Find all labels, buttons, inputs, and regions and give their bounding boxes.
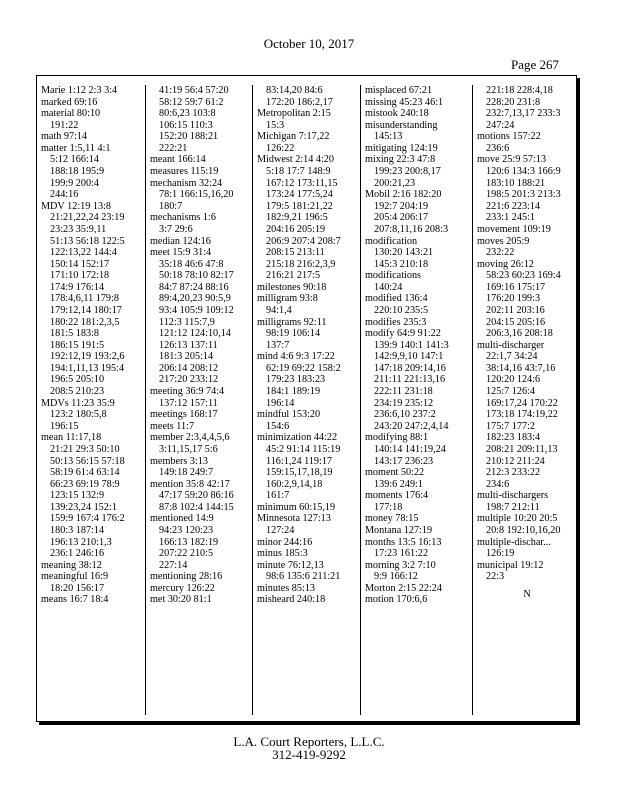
index-entry-line: 87:8 102:4 144:15 [159, 501, 234, 513]
index-entry-line: minimization 44:22 [257, 432, 338, 444]
index-entry-line: motion 170:6,6 [365, 594, 428, 606]
index-entry-line: 3:11,15,17 5:6 [159, 443, 218, 455]
index-entry-line: 139:9 140:1 141:3 [374, 339, 449, 351]
index-entry-line: 174:9 176:14 [50, 281, 105, 293]
index-entry-line: 233:1 245:1 [486, 212, 535, 224]
index-entry-line: Midwest 2:14 4:20 [257, 154, 334, 166]
index-entry-line: multiple 10:20 20:5 [477, 513, 558, 525]
index-entry-line: 142:9,9,10 147:1 [374, 351, 444, 363]
index-entry-line: 227:14 [159, 559, 188, 571]
index-entry-line: 178:4,6,11 179:8 [50, 293, 119, 305]
index-entry-line: 50:13 56:15 57:18 [50, 455, 125, 467]
index-entry-line: modified 136:4 [365, 293, 428, 305]
index-column-4 [360, 85, 469, 715]
index-entry-line: 222:11 231:18 [374, 386, 433, 398]
index-entry-line: 222:21 [159, 142, 188, 154]
index-entry-line: 243:20 247:2,4,14 [374, 420, 449, 432]
index-entry-line: Montana 127:19 [365, 524, 433, 536]
index-entry-line: 145:3 210:18 [374, 258, 429, 270]
index-entry-line: 221:6 223:14 [486, 200, 541, 212]
header-date: October 10, 2017 [263, 36, 355, 51]
index-entry-line: motions 157:22 [477, 131, 541, 143]
index-entry-line: 191:22 [50, 119, 79, 131]
index-entry-line: minimum 60:15,19 [257, 501, 336, 513]
index-entry-line: 35:18 46:6 47:8 [159, 258, 224, 270]
index-entry-line: 125:7 126:4 [486, 386, 535, 398]
index-entry-line: 120:6 134:3 166:9 [486, 166, 561, 178]
index-entry-line: misheard 240:18 [257, 594, 326, 606]
index-entry-line: 220:10 235:5 [374, 304, 429, 316]
index-entry-line: 236:6 [486, 142, 510, 154]
index-entry-line: mind 4:6 9:3 17:22 [257, 351, 335, 363]
index-entry-line: 221:18 228:4,18 [486, 85, 553, 96]
index-entry-line: 216:21 217:5 [266, 270, 321, 282]
index-entry-line: matter 1:5,11 4:1 [41, 142, 111, 154]
index-entry-line: 145:13 [374, 131, 403, 143]
index-entry-line: mechanisms 1:6 [150, 212, 216, 224]
index-entry-line: 180:3 187:14 [50, 524, 105, 536]
index-entry-line: 215:18 216:2,3,9 [266, 258, 336, 270]
index-entry-line: moments 176:4 [365, 490, 429, 502]
footer-phone: 312-419-9292 [272, 747, 346, 762]
index-entry-line: 160:2,9,14,18 [266, 478, 323, 490]
index-entry-line: Michigan 7:17,22 [257, 131, 330, 143]
index-entry-line: minus 185:3 [257, 548, 308, 560]
index-entry-line: 106:15 110:3 [159, 119, 213, 131]
index-entry-line: 21:21 29:3 50:10 [50, 443, 120, 455]
index-entry-line: 38:14,16 43:7,16 [486, 362, 556, 374]
page-number: Page 267 [511, 57, 560, 72]
index-entry-line: 204:16 205:19 [266, 223, 326, 235]
index-entry-line: 179:23 183:23 [266, 374, 326, 386]
index-entry-line: 206:14 208:12 [159, 362, 219, 374]
index-entry-line: missing 45:23 46:1 [365, 96, 444, 108]
index-entry-line: 180:22 181:2,3,5 [50, 316, 120, 328]
index-entry-line: minute 76:12,13 [257, 559, 324, 571]
index-entry-line: 208:21 209:11,13 [486, 443, 558, 455]
index-entry-line: 186:15 191:5 [50, 339, 105, 351]
index-entry-line: minutes 85:13 [257, 582, 316, 594]
index-entry-line: 179:5 181:21,22 [266, 200, 333, 212]
index-entry-line: 236:1 246:16 [50, 548, 105, 560]
index-entry-line: 169:16 175:17 [486, 281, 546, 293]
index-entry-line: 173:18 174:19,22 [486, 409, 558, 421]
index-entry-line: 179:12,14 180:17 [50, 304, 122, 316]
index-entry-line: 173:24 177:5,24 [266, 189, 333, 201]
index-entry-line: 207:22 210:5 [159, 548, 214, 560]
index-entry-line: 22:3 [486, 571, 505, 583]
index-entry-line: 84:7 87:24 88:16 [159, 281, 229, 293]
index-entry-line: milestones 90:18 [257, 281, 327, 293]
index-entry-line: 166:13 182:19 [159, 536, 219, 548]
index-entry-line: moving 26:12 [477, 258, 534, 270]
index-entry-line: 62:19 69:22 158:2 [266, 362, 341, 374]
index-entry-line: 154:6 [266, 420, 290, 432]
index-entry-line: median 124:16 [150, 235, 211, 247]
index-entry-line: movement 109:19 [477, 223, 551, 235]
index-entry-line: 137:7 [266, 339, 290, 351]
index-entry-line: 177:18 [374, 501, 403, 513]
index-entry-line: 127:24 [266, 524, 295, 536]
index-entry-line: 159:15,17,18,19 [266, 467, 333, 479]
index-entry-line: 3:7 29:6 [159, 223, 193, 235]
index-entry-line: 21:21,22,24 23:19 [50, 212, 125, 224]
index-entry-line: 147:18 209:14,16 [374, 362, 446, 374]
index-entry-line: 78:1 166:15,16,20 [159, 189, 234, 201]
index-entry-line: mechanism 32:24 [150, 177, 223, 189]
index-entry-line: 126:13 137:11 [159, 339, 218, 351]
index-entry-line: 188:18 195:9 [50, 166, 105, 178]
index-entry-line: 22:1,7 34:24 [486, 351, 538, 363]
index-entry-line: 83:14,20 84:6 [266, 85, 323, 96]
index-entry-line: Morton 2:15 22:24 [365, 582, 442, 594]
index-entry-line: 123:15 132:9 [50, 490, 105, 502]
index-entry-line: 20:8 192:10,16,20 [486, 524, 561, 536]
index-entry-line: 194:1,11,13 195:4 [50, 362, 125, 374]
index-entry-line: 196:14 [266, 397, 295, 409]
index-entry-line: 207:8,11,16 208:3 [374, 223, 449, 235]
index-entry-line: 169:17,24 170:22 [486, 397, 558, 409]
index-entry-line: math 97:14 [41, 131, 88, 143]
index-entry-line: modification [365, 235, 418, 247]
index-entry-line: mean 11:17,18 [41, 432, 102, 444]
index-entry-line: 149:18 249:7 [159, 467, 214, 479]
index-entry-line: 199:23 200:8,17 [374, 166, 441, 178]
index-entry-line: Metropolitan 2:15 [257, 108, 331, 120]
index-entry-line: mixing 22:3 47:8 [365, 154, 436, 166]
index-column-2 [145, 85, 248, 715]
index-entry-line: 58:23 60:23 169:4 [486, 270, 561, 282]
index-entry-line: 93:4 105:9 109:12 [159, 304, 234, 316]
index-entry-line: 140:24 [374, 281, 403, 293]
index-entry-line: 206:3,16 208:18 [486, 328, 553, 340]
index-entry-line: 123:2 180:5,8 [50, 409, 107, 421]
index-entry-line: mentioning 28:16 [150, 571, 223, 583]
index-entry-line: 51:13 56:18 122:5 [50, 235, 125, 247]
index-entry-line: 196:5 205:10 [50, 374, 105, 386]
section-letter: N [523, 588, 531, 600]
index-entry-line: 180:7 [159, 200, 183, 212]
index-entry-line: meaning 38:12 [41, 559, 102, 571]
index-entry-line: 234:19 235:12 [374, 397, 434, 409]
index-entry-line: 212:3 233:22 [486, 467, 541, 479]
index-entry-line: 198:5 201:3 213:3 [486, 189, 561, 201]
index-entry-line: members 3:13 [150, 455, 209, 467]
index-entry-line: 205:4 206:17 [374, 212, 429, 224]
index-entry-line: 41:19 56:4 57:20 [159, 85, 229, 96]
index-entry-line: milligram 93:8 [257, 293, 318, 305]
index-entry-line: 234:6 [486, 478, 510, 490]
index-entry-line: 210:12 211:24 [486, 455, 545, 467]
index-entry-line: money 78:15 [365, 513, 419, 525]
index-entry-line: morning 3:2 7:10 [365, 559, 436, 571]
index-entry-line: 232:22 [486, 247, 515, 259]
index-entry-line: 159:9 167:4 176:2 [50, 513, 125, 525]
index-entry-line: marked 69:16 [41, 96, 98, 108]
index-entry-line: multi-discharger [477, 339, 545, 351]
index-entry-line: 9:9 166:12 [374, 571, 418, 583]
index-entry-line: 172:20 186:2,17 [266, 96, 333, 108]
index-entry-line: 80:6,23 103:8 [159, 108, 216, 120]
index-entry-line: 204:15 205:16 [486, 316, 546, 328]
index-entry-line: 15:3 [266, 119, 285, 131]
index-entry-line: 122:13,22 144:4 [50, 247, 117, 259]
index-entry-line: 139:6 249:1 [374, 478, 423, 490]
index-entry-line: material 80:10 [41, 108, 101, 120]
index-entry-line: milligrams 92:11 [257, 316, 327, 328]
index-entry-line: 45:2 91:14 115:19 [266, 443, 341, 455]
index-entry-line: 196:15 [50, 420, 79, 432]
index-entry-line: municipal 19:12 [477, 559, 544, 571]
index-entry-line: 140:14 141:19,24 [374, 443, 446, 455]
index-entry-line: modifies 235:3 [365, 316, 427, 328]
index-entry-line: 126:22 [266, 142, 295, 154]
index-entry-line: 211:11 221:13,16 [374, 374, 446, 386]
index-entry-line: mistook 240:18 [365, 108, 429, 120]
index-entry-line: 171:10 172:18 [50, 270, 110, 282]
index-entry-line: meaningful 16:9 [41, 571, 109, 583]
index-entry-line: minor 244:16 [257, 536, 313, 548]
index-entry-line: met 30:20 81:1 [150, 594, 212, 606]
index-entry-line: mitigating 124:19 [365, 142, 438, 154]
index-entry-line: Mobil 2:16 182:20 [365, 189, 442, 201]
index-entry-line: multiple-dischar... [477, 536, 551, 548]
index-entry-line: 58:19 61:4 63:14 [50, 467, 120, 479]
index-entry-line: months 13:5 16:13 [365, 536, 442, 548]
index-entry-line: 116:1,24 119:17 [266, 455, 333, 467]
index-entry-line: 196:13 210:1,3 [50, 536, 112, 548]
index-entry-line: mentioned 14:9 [150, 513, 214, 525]
index-entry-line: 17:23 161:22 [374, 548, 429, 560]
index-entry-line: 228:20 231:8 [486, 96, 541, 108]
index-entry-line: meets 11:7 [150, 420, 195, 432]
index-entry-line: modifications [365, 270, 422, 282]
index-entry-line: 89:4,20,23 90:5,9 [159, 293, 231, 305]
index-entry-line: mindful 153:20 [257, 409, 321, 421]
index-entry-line: 202:11 203:16 [486, 304, 545, 316]
index-entry-line: 176:20 199:3 [486, 293, 541, 305]
index-entry-line: meetings 168:17 [150, 409, 218, 421]
index-entry-line: modifying 88:1 [365, 432, 429, 444]
index-entry-line: meet 15:9 31:4 [150, 247, 212, 259]
index-entry-line: moves 205:9 [477, 235, 530, 247]
index-entry-line: meant 166:14 [150, 154, 206, 166]
index-entry-line: 126:19 [486, 548, 515, 560]
index-entry-line: 183:10 188:21 [486, 177, 546, 189]
index-entry-line: 66:23 69:19 78:9 [50, 478, 120, 490]
index-entry-line: 199:9 200:4 [50, 177, 99, 189]
index-entry-line: mercury 126:22 [150, 582, 215, 594]
index-entry-line: 192:12,19 193:2,6 [50, 351, 125, 363]
index-entry-line: 182:9,21 196:5 [266, 212, 328, 224]
index-entry-line: 58:12 59:7 61:2 [159, 96, 224, 108]
index-entry-line: 247:24 [486, 119, 515, 131]
index-entry-line: mention 35:8 42:17 [150, 478, 230, 490]
index-entry-line: 94:1,4 [266, 304, 292, 316]
index-entry-line: 175:7 177:2 [486, 420, 535, 432]
index-entry-line: member 2:3,4,4,5,6 [150, 432, 230, 444]
index-entry-line: move 25:9 57:13 [477, 154, 547, 166]
index-column-3 [252, 85, 357, 715]
index-entry-line: 120:20 124:6 [486, 374, 541, 386]
index-entry-line: 236:6,10 237:2 [374, 409, 436, 421]
index-entry-line: 181:5 183:8 [50, 328, 99, 340]
index-entry-line: MDV 12:19 13:8 [41, 200, 111, 212]
index-entry-line: MDVs 11:23 35:9 [41, 397, 115, 409]
index-entry-line: 23:23 35:9,11 [50, 223, 107, 235]
index-entry-line: 200:21,23 [374, 177, 416, 189]
index-entry-line: meeting 36:9 74:4 [150, 386, 225, 398]
footer-company: L.A. Court Reporters, L.L.C. [233, 734, 385, 749]
index-entry-line: 130:20 143:21 [374, 247, 434, 259]
index-entry-line: 47:17 59:20 86:16 [159, 490, 234, 502]
index-entry-line: 184:1 189:19 [266, 386, 321, 398]
index-entry-line: 18:20 156:17 [50, 582, 105, 594]
index-entry-line: 112:3 115:7,9 [159, 316, 215, 328]
index-entry-line: multi-dischargers [477, 490, 549, 502]
index-entry-line: 167:12 173:11,15 [266, 177, 338, 189]
index-entry-line: 208:15 213:11 [266, 247, 325, 259]
index-entry-line: 98:6 135:6 211:21 [266, 571, 341, 583]
index-entry-line: 181:3 205:14 [159, 351, 214, 363]
index-entry-line: means 16:7 18:4 [41, 594, 109, 606]
index-entry-line: 94:23 120:23 [159, 524, 214, 536]
index-entry-line: Marie 1:12 2:3 3:4 [41, 85, 118, 96]
index-entry-line: 143:17 236:23 [374, 455, 434, 467]
index-entry-line: 232:7,13,17 233:3 [486, 108, 561, 120]
index-column-1 [37, 85, 145, 715]
index-entry-line: misunderstanding [365, 119, 438, 131]
index-entry-line: 152:20 188:21 [159, 131, 219, 143]
word-index-frame [36, 75, 577, 722]
index-entry-line: modify 64:9 91:22 [365, 328, 441, 340]
index-entry-line: 137:12 157:11 [159, 397, 218, 409]
index-entry-line: 217:20 233:12 [159, 374, 219, 386]
index-entry-line: 121:12 124:10,14 [159, 328, 231, 340]
index-entry-line: 198:7 212:11 [486, 501, 540, 513]
index-entry-line: moment 50:22 [365, 467, 425, 479]
index-entry-line: 192:7 204:19 [374, 200, 429, 212]
index-entry-line: 98:19 106:14 [266, 328, 321, 340]
index-column-5 [472, 85, 577, 715]
index-entry-line: 208:5 210:23 [50, 386, 105, 398]
index-entry-line: Minnesota 127:13 [257, 513, 331, 525]
index-entry-line: 161:7 [266, 490, 290, 502]
index-entry-line: 182:23 183:4 [486, 432, 541, 444]
index-entry-line: measures 115:19 [150, 166, 219, 178]
index-entry-line: 150:14 152:17 [50, 258, 110, 270]
index-entry-line: misplaced 67:21 [365, 85, 433, 96]
index-entry-line: 244:16 [50, 189, 79, 201]
index-entry-line: 139:23,24 152:1 [50, 501, 117, 513]
index-entry-line: 5:18 17:7 148:9 [266, 166, 331, 178]
index-entry-line: 206:9 207:4 208:7 [266, 235, 341, 247]
index-entry-line: 5:12 166:14 [50, 154, 99, 166]
index-entry-line: 50:18 78:10 82:17 [159, 270, 234, 282]
